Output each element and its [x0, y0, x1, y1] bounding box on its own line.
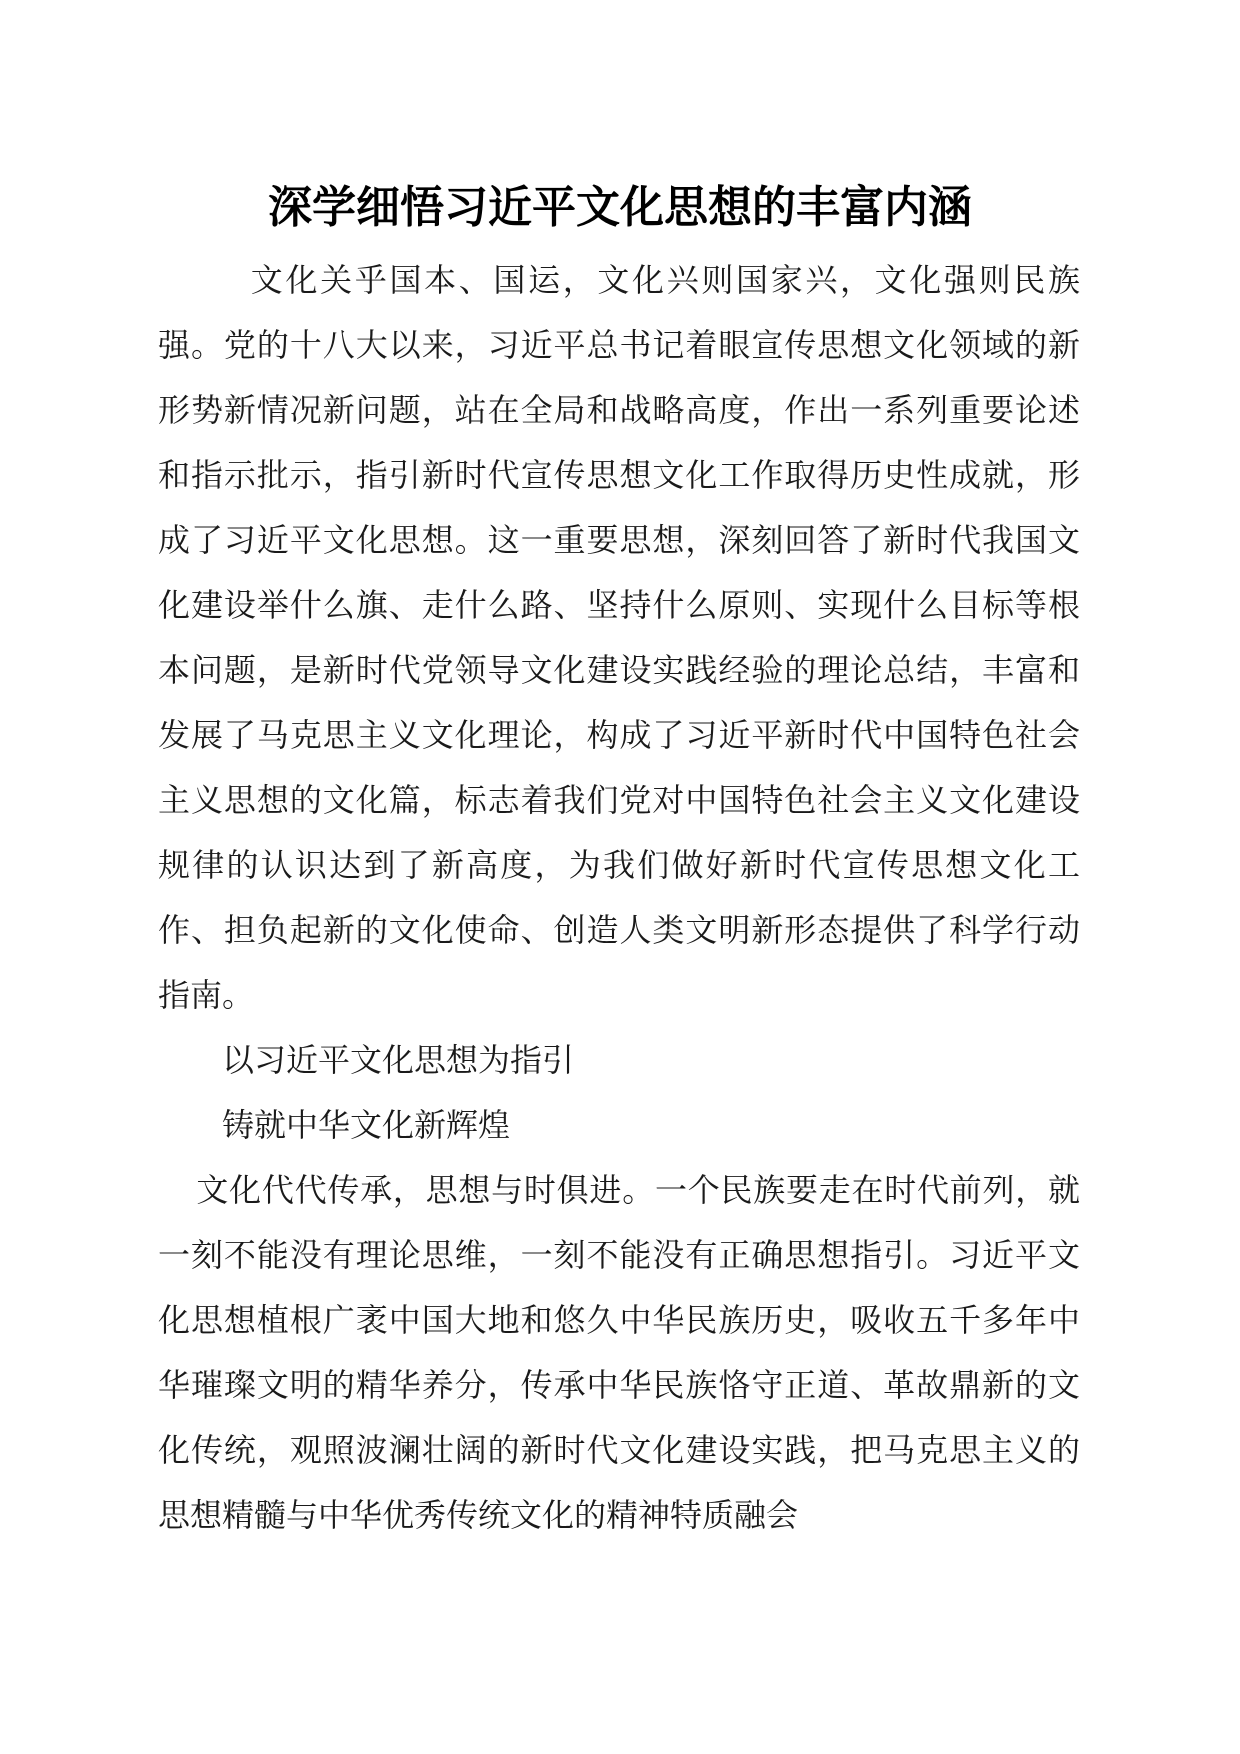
- subheading-line-2: 铸就中华文化新辉煌: [222, 1106, 511, 1144]
- document-title: 深学细悟习近平文化思想的丰富内涵: [268, 182, 972, 233]
- subheading-line-1: 以习近平文化思想为指引: [222, 1041, 575, 1079]
- document-body: [158, 248, 1080, 1548]
- body-paragraph: 文化关乎国本、国运，文化兴则国家兴，文化强则民族强。党的十八大以来，习近平总书记着眼宣传思想文化领域的新形势新情况新问题，站在全局和战略高度，作出一系列重要论述和指示批示，指引新时代宣传思想文化工作取得历史性成就，形成了习近平文化思想。这一重要思想，深刻回答了新时代我国文化建设举什么旗、走什么路、坚持什么原则、实现什么目标等根本问题，是新时代党领导文化建设实践经验的理论总结，丰富和发展了马克思主义文化理论，构成了习近平新时代中国特色社会主义思想的文化篇，标志着我们党对中国特色社会主义文化建设规律的认识达到了新高度，为我们做好新时代宣传思想文化工作、担负起新的文化使命、创造人类文明新形态提供了科学行动指南。: [158, 261, 1080, 1014]
- body-paragraph-continued: 文化代代传承，思想与时俱进。一个民族要走在时代前列，就一刻不能没有理论思维，一刻不能没有正确思想指引。习近平文化思想植根广袤中国大地和悠久中华民族历史，吸收五千多年中华璀璨文明的精华养分，传承中华民族恪守正道、革故鼎新的文化传统，观照波澜壮阔的新时代文化建设实践，把马克思主义的思想精髓与中华优秀传统文化的精神特质融会: [158, 1171, 1080, 1534]
